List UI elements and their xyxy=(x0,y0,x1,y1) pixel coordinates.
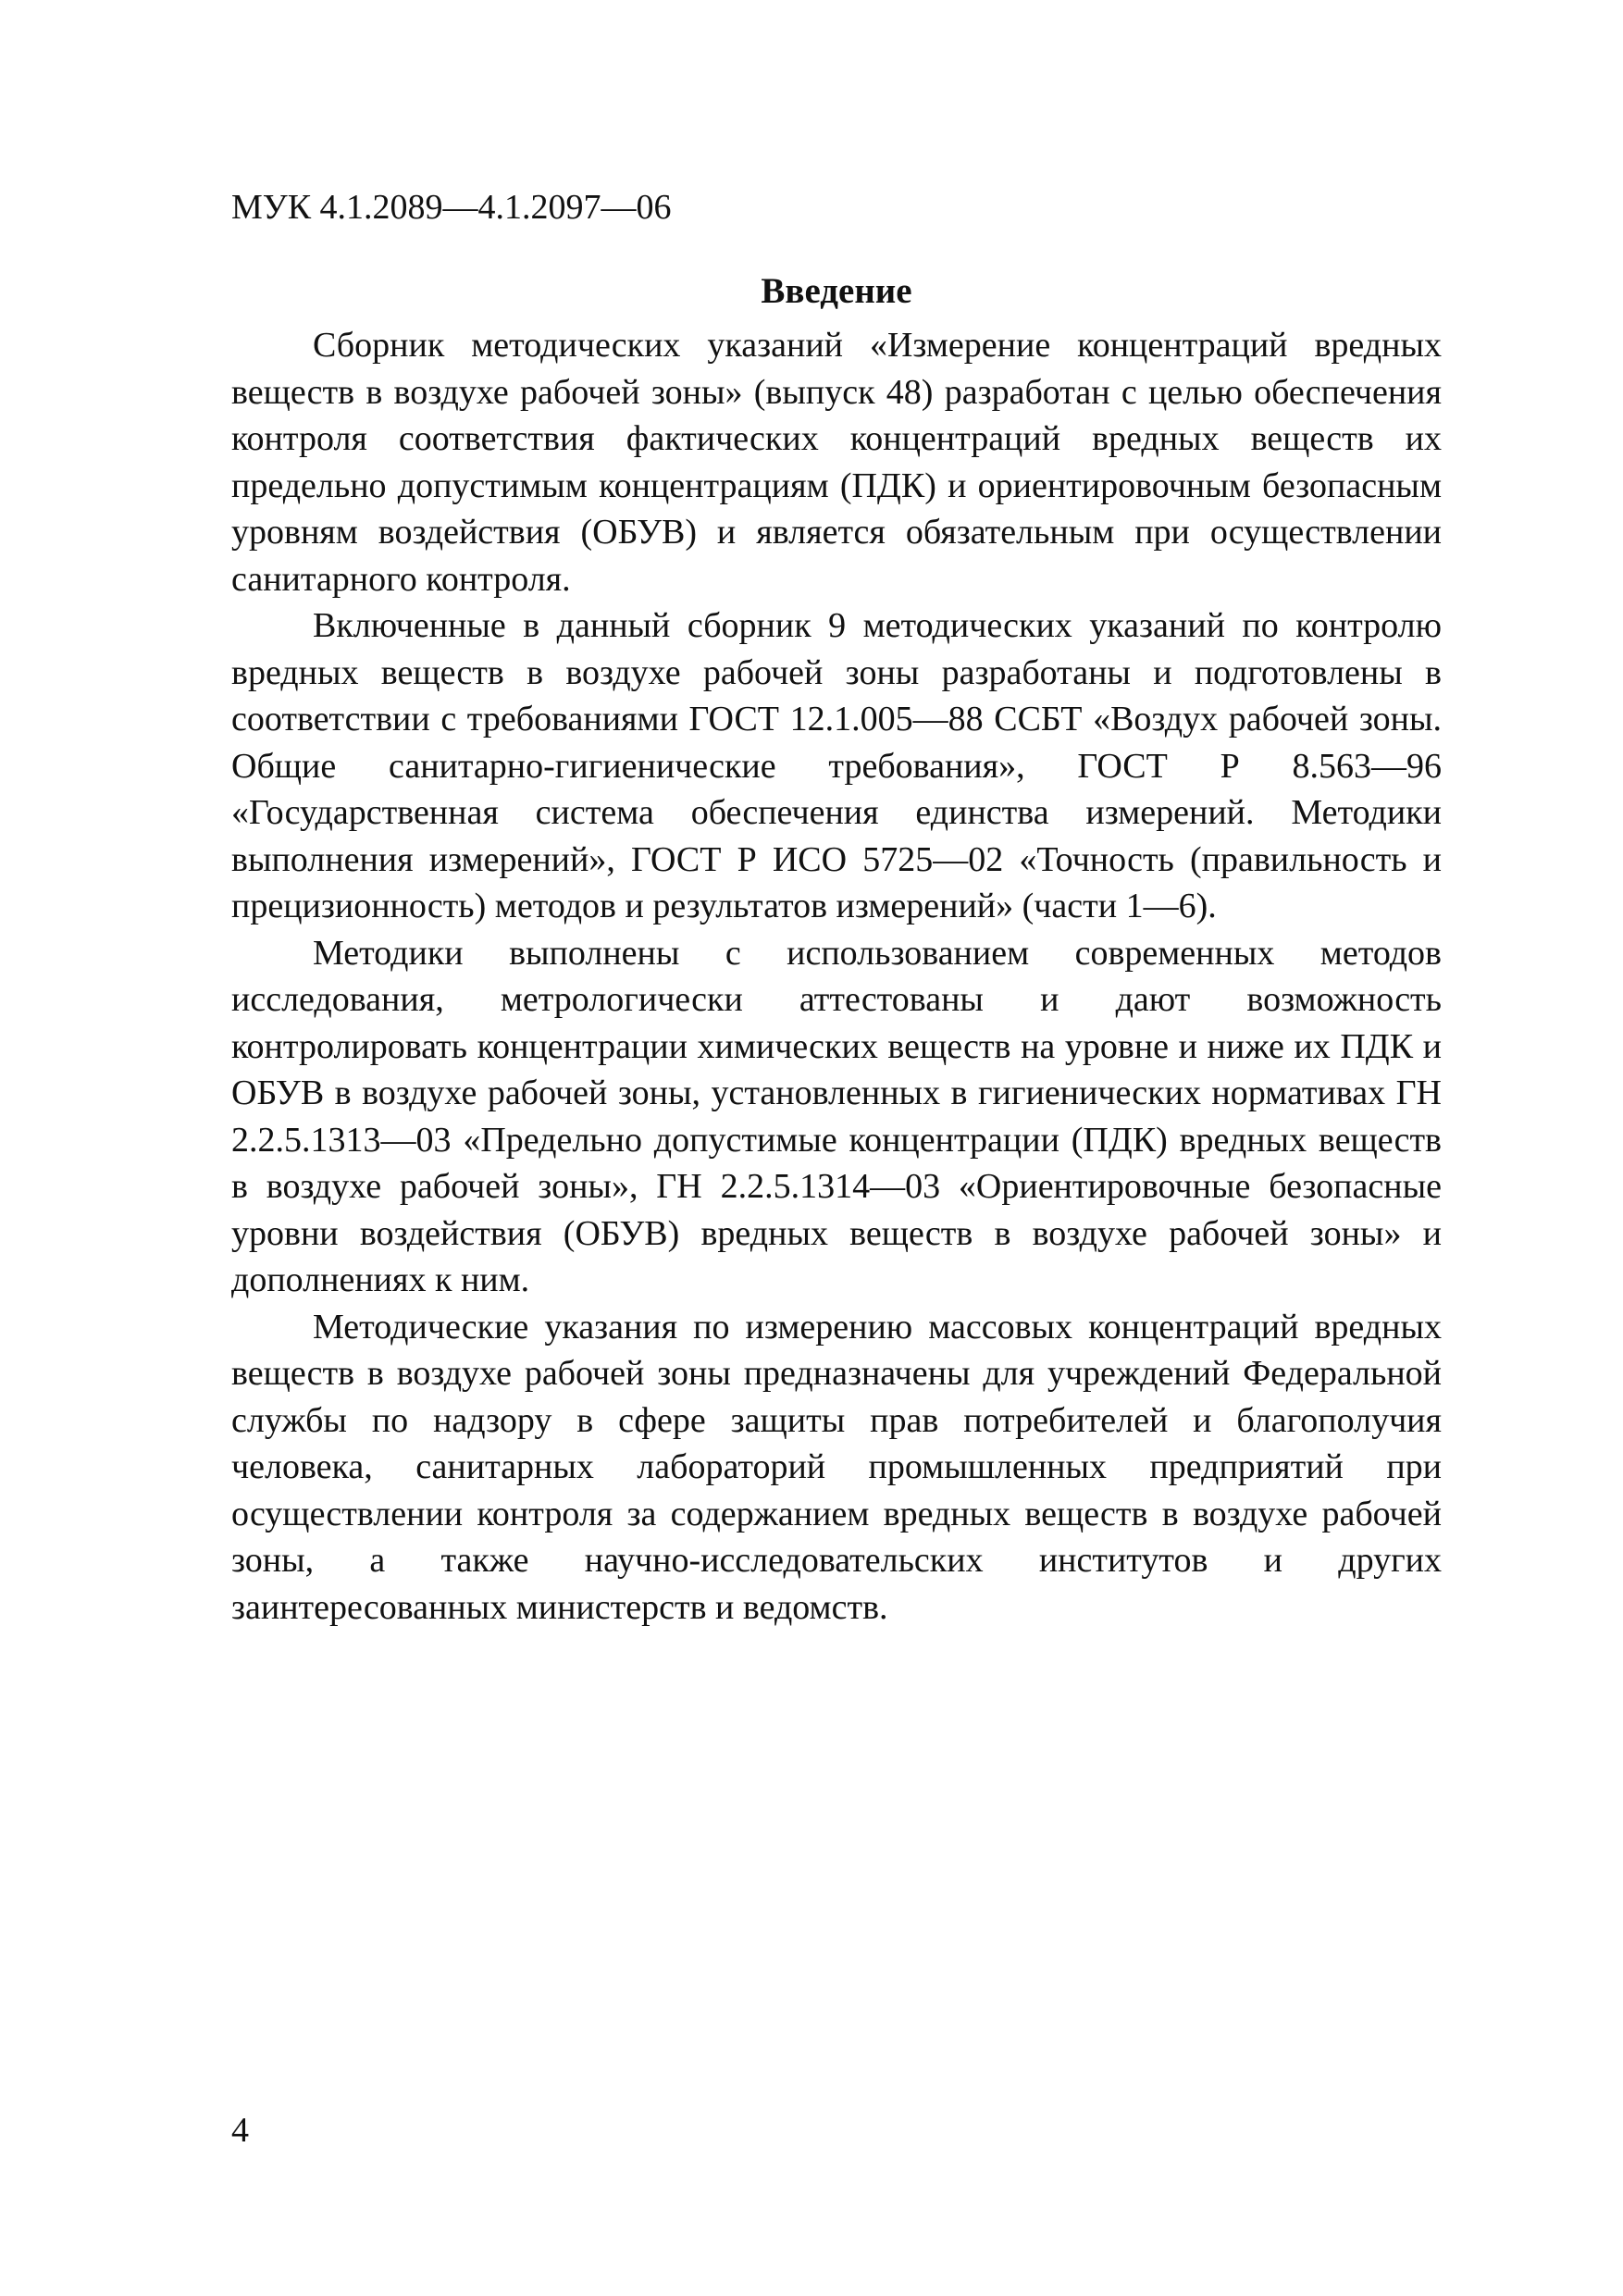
document-code: МУК 4.1.2089—4.1.2097—06 xyxy=(231,188,672,227)
section-title: Введение xyxy=(761,271,912,311)
introduction-body xyxy=(231,322,1442,1631)
page-number: 4 xyxy=(231,2111,249,2150)
paragraph-1: Сборник методических указаний «Измерение концентраций вредных веществ в воздухе рабочей зоны» (выпуск 48) разработан с целью обеспечения контроля соответствия фактических концентраций вредных веществ их предельно допустимым концентрациям (ПДК) и ориентировочным безопасным уровням воздействия (ОБУВ) и является обязательным при осуществлении санитарного контроля. xyxy=(231,326,1442,599)
paragraph-4: Методические указания по измерению массовых концентраций вредных веществ в воздухе рабочей зоны предназначены для учреждений Федеральной службы по надзору в сфере защиты прав потребителей и благополучия человека, санитарных лабораторий промышленных предприятий при осуществлении контроля за содержанием вредных веществ в воздухе рабочей зоны, а также научно-исследовательских институтов и других заинтересованных министерств и ведомств. xyxy=(231,1307,1442,1627)
paragraph-2: Включенные в данный сборник 9 методических указаний по контролю вредных веществ в воздухе рабочей зоны разработаны и подготовлены в соответствии с требованиями ГОСТ 12.1.005—88 ССБТ «Воздух рабочей зоны. Общие санитарно-гигиенические требования», ГОСТ Р 8.563—96 «Государственная система обеспечения единства измерений. Методики выполнения измерений», ГОСТ Р ИСО 5725—02 «Точность (правильность и прецизионность) методов и результатов измерений» (части 1—6). xyxy=(231,606,1442,925)
paragraph-3: Методики выполнены с использованием современных методов исследования, метрологически аттестованы и дают возможность контролировать концентрации химических веществ на уровне и ниже их ПДК и ОБУВ в воздухе рабочей зоны, установленных в гигиенических нормативах ГН 2.2.5.1313—03 «Предельно допустимые концентрации (ПДК) вредных веществ в воздухе рабочей зоны», ГН 2.2.5.1314—03 «Ориентировочные безопасные уровни воздействия (ОБУВ) вредных веществ в воздухе рабочей зоны» и дополнениях к ним. xyxy=(231,933,1442,1299)
